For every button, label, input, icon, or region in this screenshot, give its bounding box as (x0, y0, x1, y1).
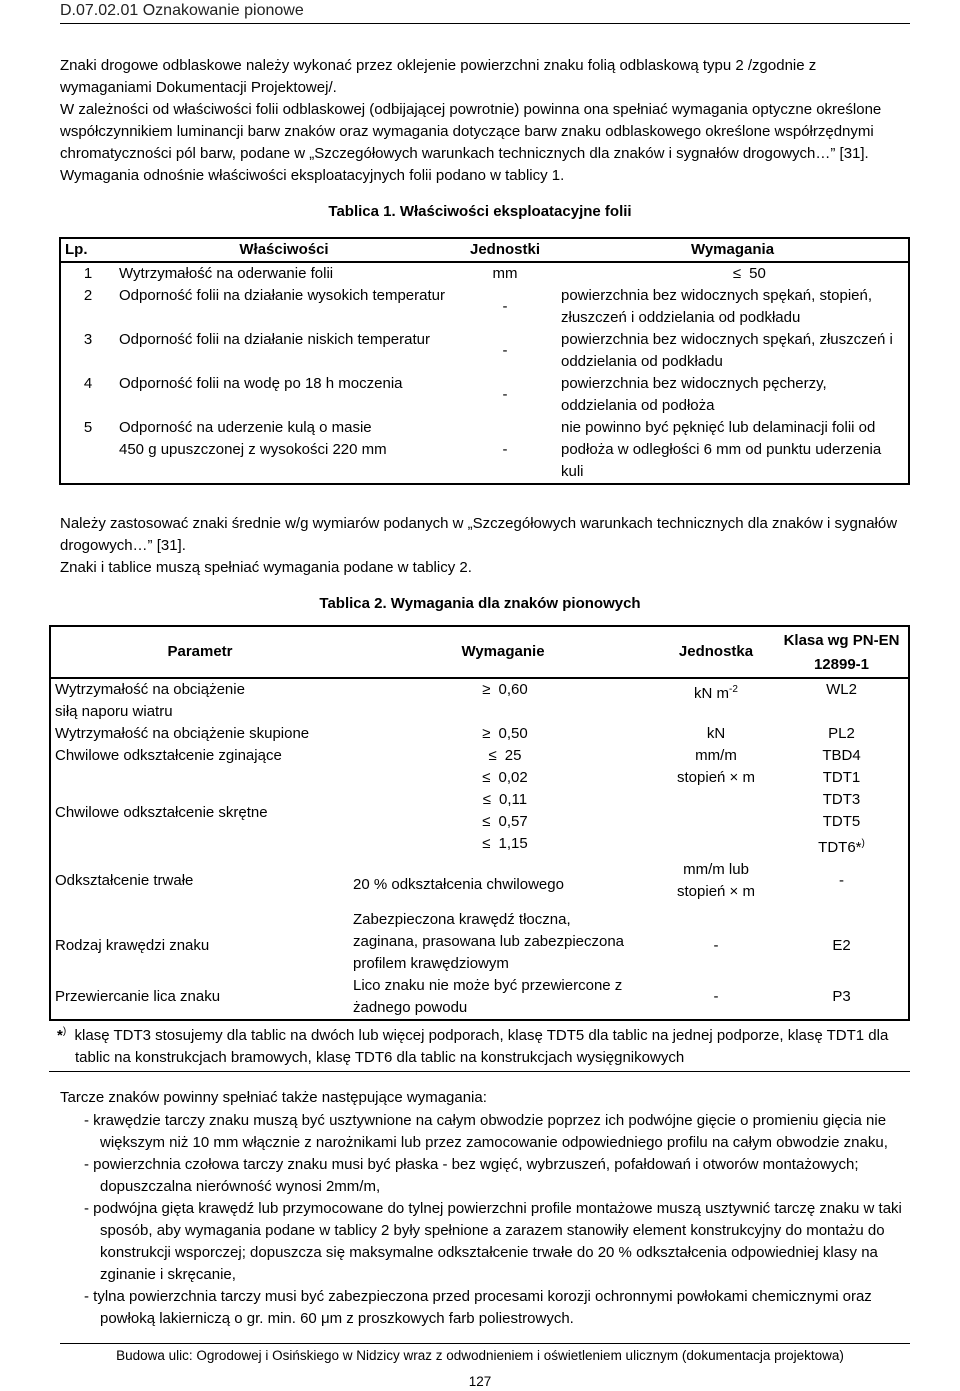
requirement-value: 0,60 (498, 681, 528, 698)
table-row (50, 975, 909, 1020)
property: Odporność folii na działanie wysokich temperatur (119, 287, 445, 304)
table-row (60, 329, 909, 373)
table-row (60, 417, 909, 484)
ge-symbol: ≥ (482, 725, 491, 742)
requirement-line (353, 789, 653, 811)
unit: - (502, 441, 508, 458)
parameter: Chwilowe odkształcenie zginające (55, 747, 282, 764)
unit: mm/m (695, 747, 737, 764)
page-header: D.07.02.01 Oznakowanie pionowe (60, 2, 910, 24)
requirement: powierzchnia bez widocznych pęcherzy, oddzielania od podłoża (561, 375, 827, 414)
table2-caption: Tablica 2. Wymagania dla znaków pionowych (319, 595, 641, 612)
page-footer (0, 1347, 960, 1391)
list-item: - powierzchnia czołowa tarczy znaku musi być płaska - bez wgięć, wybrzuszeń, pofałdowań i otworów montażowych; dopuszczalna nierówność wynosi 2mm/m, (84, 1156, 859, 1195)
requirement: nie powinno być pęknięć lub delaminacji folii od podłoża w odległości 6 mm od punktu uderzenia kuli (561, 419, 882, 480)
list-intro: Tarcze znaków powinny spełniać także następujące wymagania: (60, 1089, 487, 1106)
footnote-mark: * (57, 1027, 63, 1044)
table1-header-properties: Właściwości (115, 238, 453, 262)
row-number: 2 (83, 287, 93, 304)
footnote-divider (49, 1071, 910, 1072)
intro-paragraph-1: Znaki drogowe odblaskowe należy wykonać przez oklejenie powierzchni znaku folią odblaskową typu 2 /zgodnie z wymaganiami Dokumentacji Projektowej/. (60, 57, 817, 96)
requirement (349, 767, 657, 859)
requirement-value: 0,57 (498, 813, 528, 830)
table1-header-lp: Lp. (60, 238, 115, 262)
unit: - (713, 988, 719, 1005)
table-row (50, 678, 909, 723)
table1-header-row (60, 238, 909, 262)
property: Odporność folii na wodę po 18 h moczenia (119, 375, 403, 392)
class: E2 (832, 937, 851, 954)
requirement-value: 25 (504, 747, 522, 764)
requirement (349, 723, 657, 745)
property: Wytrzymałość na oderwanie folii (119, 265, 334, 282)
requirement-value: 50 (749, 265, 766, 282)
footer-text: Budowa ulic: Ogrodowej i Osińskiego w Nidzicy wraz z odwodnieniem i oświetleniem ulicznym (dokumentacja projektowa) (116, 1348, 844, 1363)
class-value: TDT1 (822, 769, 861, 786)
requirement (557, 262, 909, 285)
unit: - (502, 386, 508, 403)
class-value: TDT6*) (818, 838, 865, 856)
table1-header-requirements: Wymagania (557, 238, 909, 262)
requirements-list (60, 1087, 910, 1330)
class: WL2 (826, 681, 857, 698)
class-footnote-mark: ) (861, 838, 865, 849)
unit: stopień × m (677, 769, 755, 786)
parameter: Wytrzymałość na obciążenie skupione (55, 725, 310, 742)
list-item: - krawędzie tarczy znaku muszą być usztywnione na całym obwodzie poprzez ich podwójne gięcie o promieniu gięcia nie większym niż 10 mm włącznie z narożnikami lub przez zamocowanie odpowiedniego profilu na całym obwodzie znaku, (84, 1112, 888, 1151)
unit: mm/m lub stopień × m (677, 861, 755, 900)
le-symbol: ≤ (732, 265, 742, 282)
unit: - (502, 342, 508, 359)
class: PL2 (828, 725, 855, 742)
class: TBD4 (822, 747, 861, 764)
requirement-line (353, 811, 653, 833)
requirement (349, 745, 657, 767)
table-row (50, 903, 909, 975)
table-row (50, 767, 909, 859)
requirement: powierzchnia bez widocznych spękań, złuszczeń i oddzielania od podkładu (561, 331, 893, 370)
requirement (349, 678, 657, 723)
list-item: - tylna powierzchnia tarczy musi być zabezpieczona przed procesami korozji ochronnymi powłokami chemicznymi oraz powłoką lakierniczą o gr. min. 60 μm z proszkowych farb poliestrowych. (84, 1288, 872, 1327)
table-row (50, 723, 909, 745)
unit (657, 678, 775, 723)
page-number: 127 (468, 1374, 492, 1389)
table2-header-parameter: Parametr (50, 626, 349, 678)
footer-divider (60, 1343, 910, 1344)
class-value: TDT3 (822, 791, 861, 808)
unit: mm (492, 265, 518, 282)
row-number: 4 (83, 375, 93, 392)
table2-header-class: Klasa wg PN-EN 12899-1 (775, 626, 909, 678)
parameter: Przewiercanie lica znaku (55, 988, 221, 1005)
table1-caption: Tablica 1. Właściwości eksploatacyjne folii (328, 203, 632, 220)
table-row (60, 285, 909, 329)
table2-header-unit: Jednostka (657, 626, 775, 678)
requirement: 20 % odkształcenia chwilowego (353, 876, 564, 893)
list-item: - podwójna gięta krawędź lub przymocowane do tylnej powierzchni profile montażowe muszą usztywnić tarczę znaku w taki sposób, aby wymagania podane w tablicy 2 były spełnione a zarazem stanowiły element konstrukcyjny do montażu do konstrukcji wsporczej; dopuszcza się maksymalne odkształcenie trwałe do 20 % odkształcenia odpowiedniej klasy na zginanie i skręcanie, (84, 1200, 902, 1283)
parameter: Rodzaj krawędzi znaku (55, 937, 210, 954)
middle-paragraph-2: Znaki i tablice muszą spełniać wymagania podane w tablicy 2. (60, 559, 472, 576)
table-row (60, 262, 909, 285)
unit-text: kN m (694, 685, 730, 702)
requirement: powierzchnia bez widocznych spękań, stopień, złuszczeń i oddzielania od podkładu (561, 287, 873, 326)
requirement: Zabezpieczona krawędź tłoczna, zaginana, prasowana lub zabezpieczona profilem krawędziowym (353, 911, 625, 972)
table-1 (59, 237, 910, 485)
property: Odporność na uderzenie kulą o masie 450 g upuszczonej z wysokości 220 mm (119, 419, 387, 458)
parameter: Wytrzymałość na obciążenie siłą naporu wiatru (55, 681, 245, 720)
class-value: TDT5 (822, 813, 861, 830)
le-symbol: ≤ (482, 791, 491, 808)
intro-paragraph-2: W zależności od właściwości folii odblaskowej (odbijającej powrotnie) powinna ona spełniać wymagania optyczne określone współczynnikiem luminancji barw znaków oraz wymagania dotyczące barw znaku odblaskowego określone współrzędnymi chromatyczności pól barw, podane w „Szczegółowych warunkach technicznych dla znaków i sygnałów drogowych…” [31]. Wymagania odnośnie właściwości eksploatacyjnych folii podano w tablicy 1. (60, 101, 882, 184)
middle-paragraph-1: Należy zastosować znaki średnie w/g wymiarów podanych w „Szczegółowych warunkach technicznych dla znaków i sygnałów drogowych…” [31]. (60, 515, 898, 554)
requirement-value: 0,50 (498, 725, 528, 742)
le-symbol: ≤ (488, 747, 497, 764)
unit: - (502, 298, 508, 315)
table-2 (49, 625, 910, 1021)
class: P3 (832, 988, 851, 1005)
le-symbol: ≤ (482, 769, 491, 786)
ge-symbol: ≥ (482, 681, 491, 698)
unit: kN (706, 725, 726, 742)
requirement-value: 1,15 (498, 835, 528, 852)
le-symbol: ≤ (482, 835, 491, 852)
table2-footnote (57, 1021, 909, 1069)
parameter: Chwilowe odkształcenie skrętne (55, 804, 268, 821)
class (775, 767, 909, 859)
row-number: 5 (83, 419, 93, 436)
unit-exponent: -2 (729, 684, 738, 695)
table-row (50, 745, 909, 767)
row-number: 3 (83, 331, 93, 348)
requirement-line (353, 833, 653, 855)
requirement-line (353, 767, 653, 789)
unit: - (713, 937, 719, 954)
parameter: Odkształcenie trwałe (55, 872, 194, 889)
table-row (50, 859, 909, 903)
property: Odporność folii na działanie niskich temperatur (119, 331, 430, 348)
table2-header-requirement: Wymaganie (349, 626, 657, 678)
row-number: 1 (83, 265, 93, 282)
requirement-value: 0,02 (498, 769, 528, 786)
footnote-text: klasę TDT3 stosujemy dla tablic na dwóch lub więcej podporach, klasę TDT5 dla tablic na jednej podporze, klasę TDT1 dla tablic na konstrukcjach bramowych, klasę TDT6 dla tablic na konstrukcjach wysięgnikowych (74, 1027, 889, 1066)
requirement-value: 0,11 (499, 791, 528, 808)
table2-header-row (50, 626, 909, 678)
table-row (60, 373, 909, 417)
footnote-mark-sup: ) (62, 1026, 67, 1037)
requirement: Lico znaku nie może być przewiercone z żadnego powodu (353, 977, 623, 1016)
le-symbol: ≤ (482, 813, 491, 830)
class: - (839, 872, 844, 889)
table1-header-units: Jednostki (453, 238, 557, 262)
